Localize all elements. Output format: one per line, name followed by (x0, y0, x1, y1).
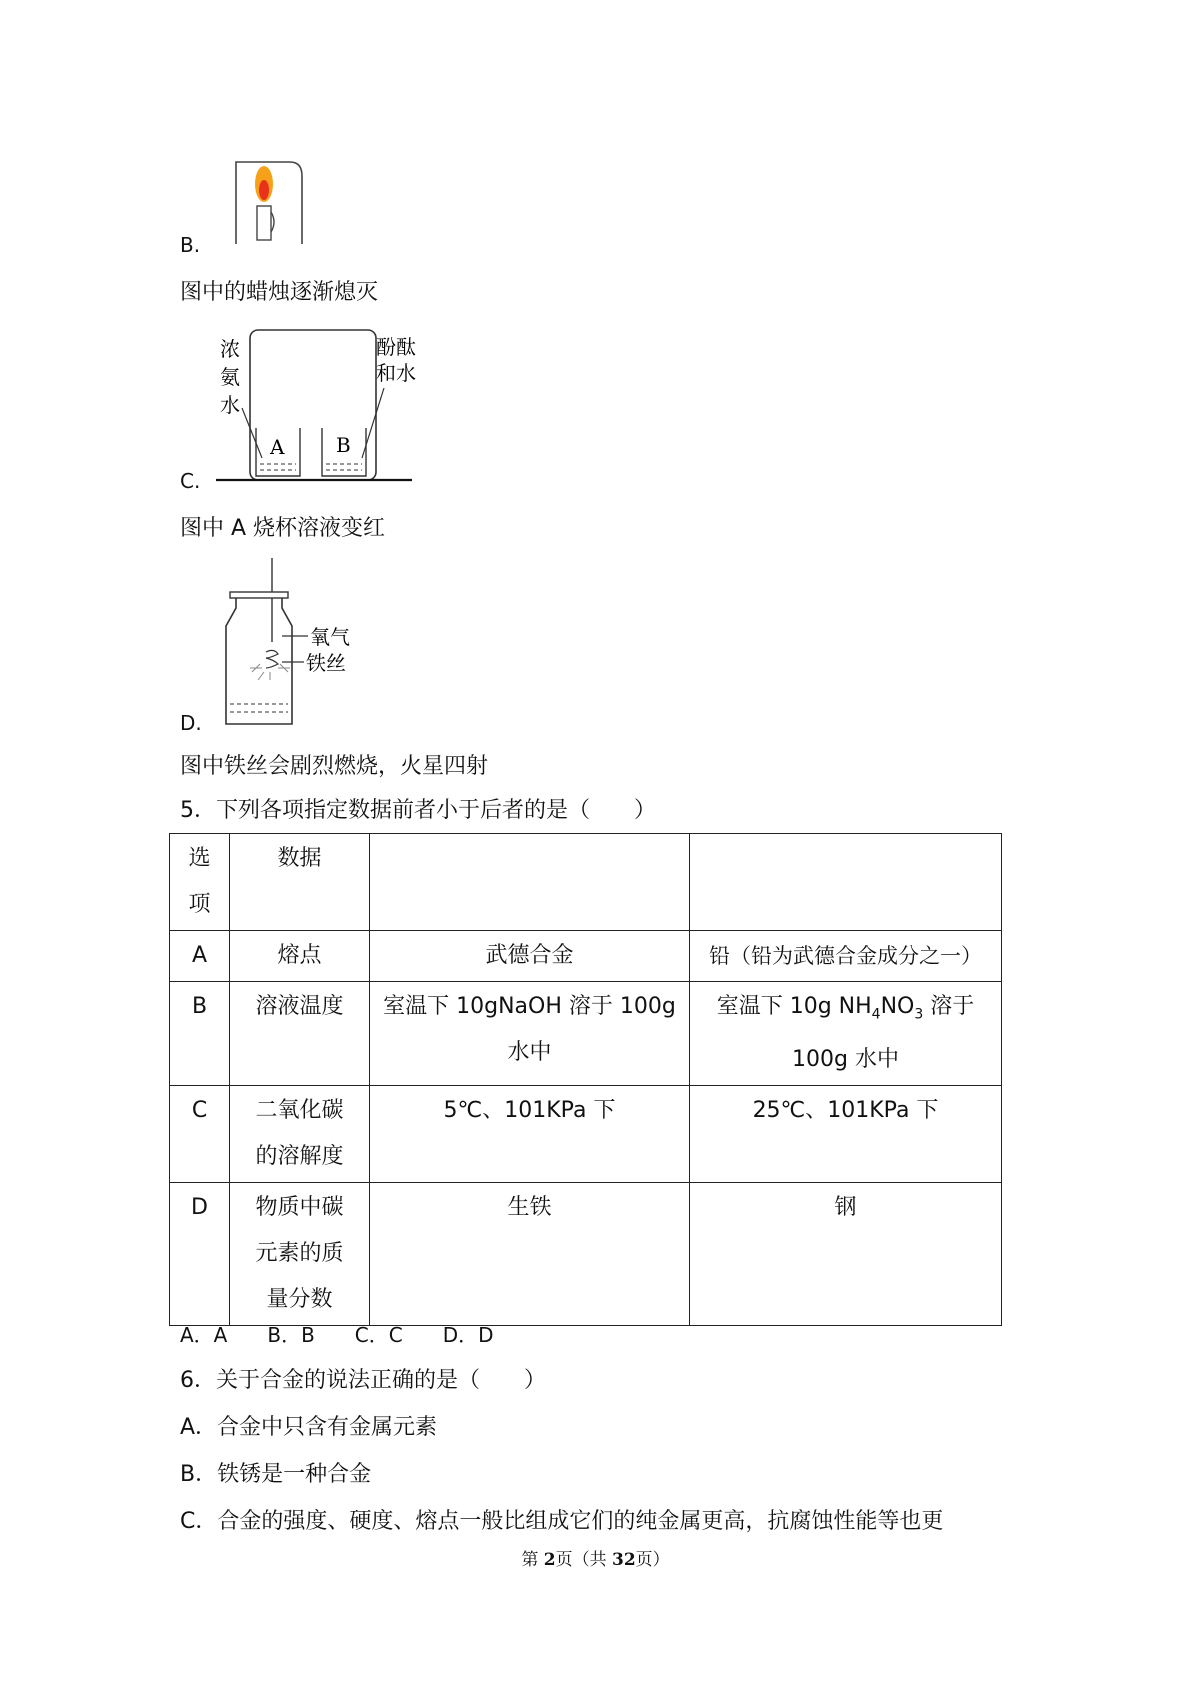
header-data: 数据 (230, 834, 370, 931)
row-latter-1: 室温下 10g $NH_4NO_3$ 溶于 (716, 994, 975, 1023)
table-header-row (170, 834, 1002, 931)
row-data-1: 二氧化碳 (255, 1098, 344, 1124)
fig-label-iron-wire: 铁丝 (306, 651, 346, 675)
q6-stem: 6．关于合金的说法正确的是（ ） (180, 1368, 546, 1393)
header-option-2: 项 (188, 892, 211, 917)
row-former: 武德合金 (370, 931, 690, 982)
fig-label-an: 氨 (220, 365, 240, 389)
header-option-1: 选 (188, 846, 211, 871)
table-row (170, 931, 1002, 982)
page-footer: 第 2页（共 32页） (521, 1550, 670, 1570)
fig-label-phenolphthalein: 酚酞 (376, 335, 416, 359)
page-number: 2 (543, 1550, 556, 1570)
option-c-caption: 图中 A 烧杯溶液变红 (180, 516, 386, 541)
option-c-letter: C. (180, 469, 201, 493)
beaker-a-label: A (270, 435, 285, 459)
option-d-letter: D. (180, 711, 202, 735)
row-option: D (170, 1183, 230, 1326)
q5-answers: A．A B．B C．C D．D (180, 1323, 494, 1347)
page-total: 32 (611, 1550, 636, 1570)
row-option: A (170, 931, 230, 982)
fig-label-shui: 水 (220, 393, 240, 417)
ammonia-diffusion-figure (212, 328, 422, 488)
header-latter (690, 834, 1002, 931)
option-d-caption: 图中铁丝会剧烈燃烧，火星四射 (180, 754, 489, 779)
row-former-2: 水中 (507, 1040, 552, 1065)
row-data-2: 的溶解度 (255, 1144, 344, 1170)
row-data: 溶液温度 (230, 982, 370, 1086)
option-b-letter: B. (180, 233, 201, 257)
q6-option-b: B．铁锈是一种合金 (180, 1462, 372, 1487)
row-data-2: 元素的质 (255, 1241, 344, 1267)
row-latter-2: 100g 水中 (792, 1047, 899, 1073)
row-former-1: 室温下 10gNaOH 溶于 100g (383, 994, 676, 1019)
row-former: 5℃、101KPa 下 (370, 1086, 690, 1183)
row-former: 生铁 (370, 1183, 690, 1326)
option-b-caption: 图中的蜡烛逐渐熄灭 (180, 280, 379, 305)
candle-jar-figure (228, 156, 308, 246)
fig-label-water: 和水 (376, 361, 416, 385)
q5-table (169, 833, 1002, 1326)
table-row (170, 982, 1002, 1086)
row-data-3: 量分数 (266, 1287, 333, 1313)
table-row (170, 1086, 1002, 1183)
row-data: 熔点 (230, 931, 370, 982)
row-data-1: 物质中碳 (255, 1195, 344, 1221)
row-option: C (170, 1086, 230, 1183)
beaker-b-label: B (336, 433, 351, 457)
q6-option-a: A．合金中只含有金属元素 (180, 1415, 438, 1440)
q5-stem: 5．下列各项指定数据前者小于后者的是（ ） (180, 798, 656, 823)
header-former (370, 834, 690, 931)
iron-wire-oxygen-figure (220, 556, 390, 726)
fig-label-nong: 浓 (220, 337, 240, 361)
row-latter: 25℃、101KPa 下 (690, 1086, 1002, 1183)
q6-option-c: C．合金的强度、硬度、熔点一般比组成它们的纯金属更高，抗腐蚀性能等也更 (180, 1509, 944, 1534)
row-latter: 钢 (690, 1183, 1002, 1326)
row-latter: 铅（铅为武德合金成分之一） (690, 931, 1002, 982)
table-row (170, 1183, 1002, 1326)
row-option: B (170, 982, 230, 1086)
fig-label-oxygen: 氧气 (310, 625, 350, 649)
